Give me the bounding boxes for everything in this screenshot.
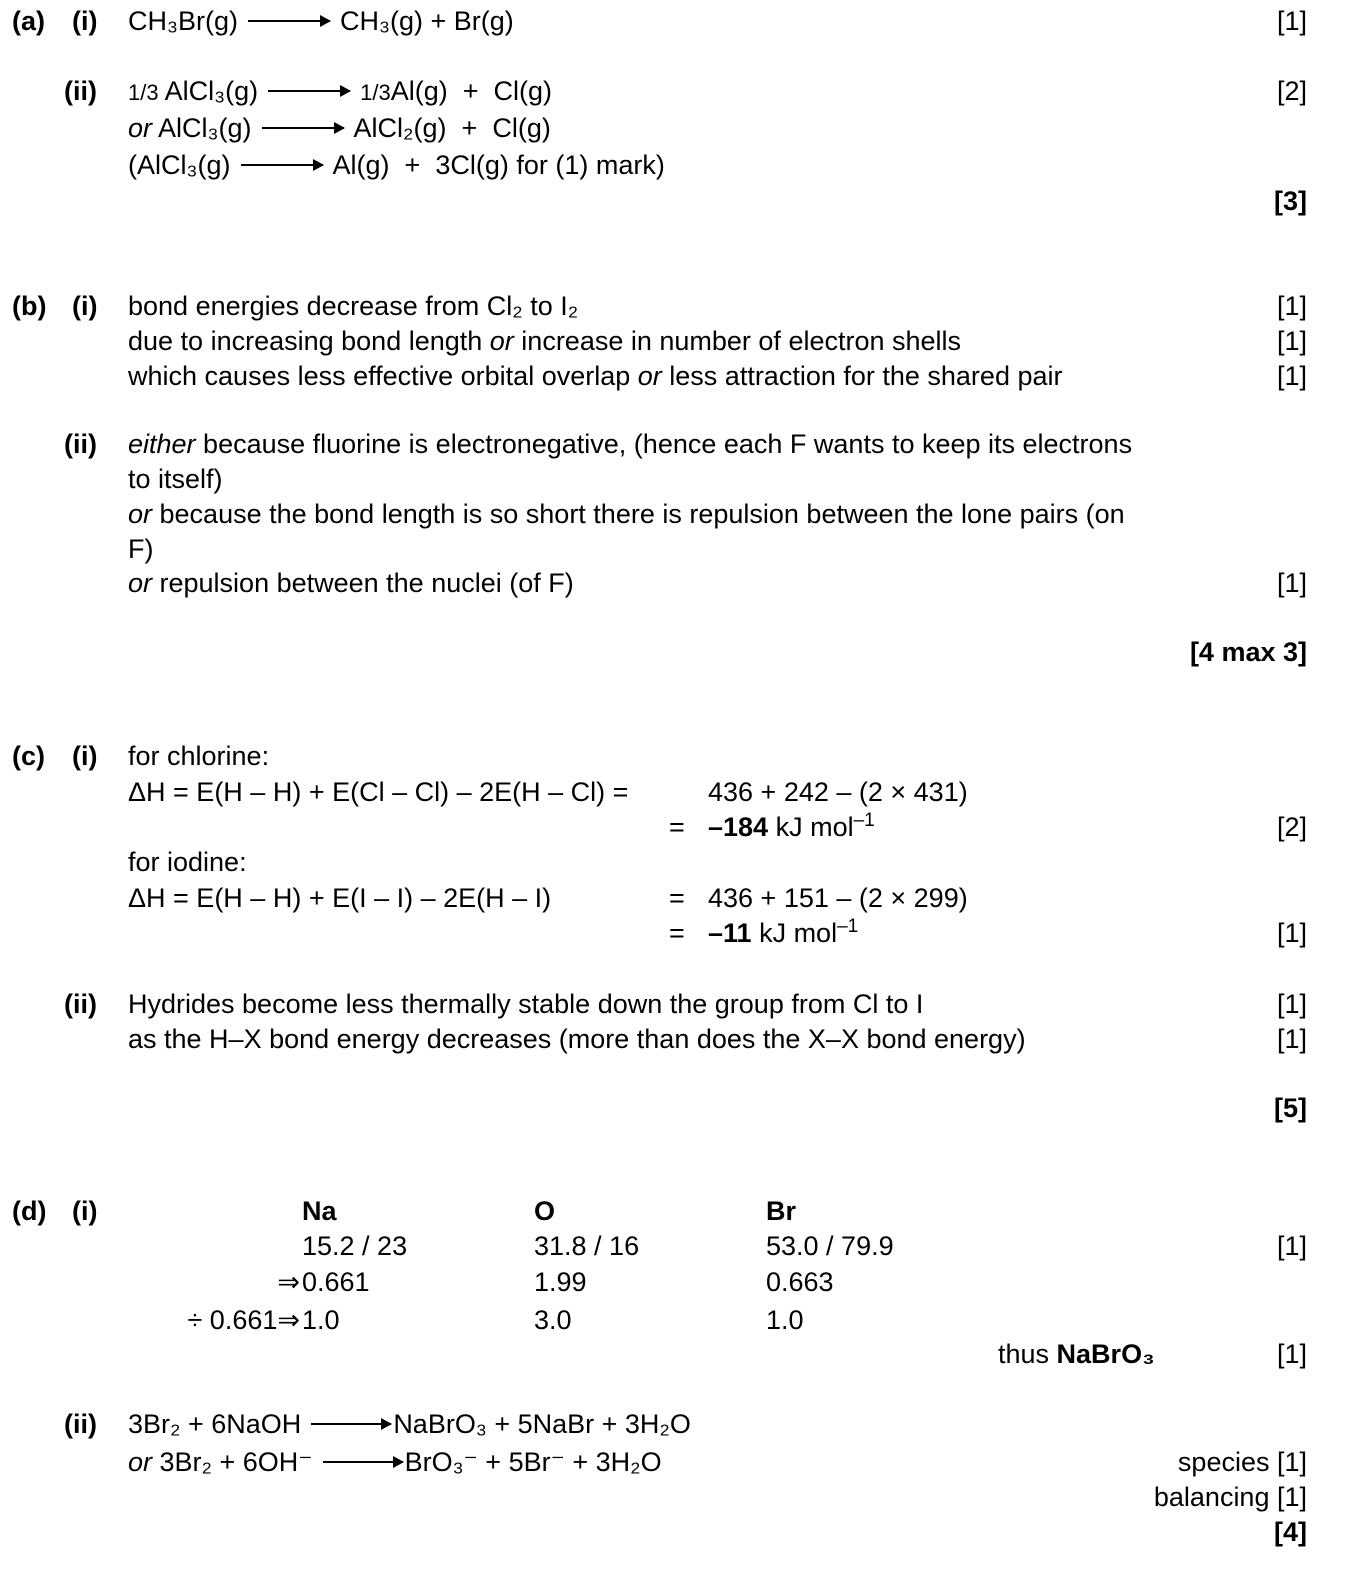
column-header-na: Na — [302, 1196, 337, 1226]
part-d-total: [4] — [1274, 1517, 1307, 1547]
iodine-result — [708, 916, 858, 951]
result-value: –11 — [708, 918, 752, 948]
part-d-ii-line1 — [128, 1407, 691, 1442]
equation-lhs: (AlCl₃(g) — [128, 150, 231, 180]
part-b-ii-line1 — [128, 427, 1132, 462]
equation-lhs: 3Br₂ + 6OH⁻ — [152, 1447, 313, 1477]
plus-sign: + — [461, 113, 478, 143]
equation-lhs: CH₃Br(g) — [128, 6, 238, 36]
table-cell: 3.0 — [534, 1305, 572, 1335]
unit: kJ mol — [768, 812, 854, 842]
or-word: or — [128, 1447, 153, 1477]
or-word: or — [637, 361, 662, 391]
equals-sign: = — [669, 918, 685, 948]
chlorine-heading: for chlorine: — [128, 741, 270, 771]
part-c-ii-line1: Hydrides become less thermally stable down the group from Cl to I — [128, 989, 924, 1019]
table-cell: 15.2 / 23 — [302, 1231, 408, 1261]
mark: [1] — [1276, 326, 1307, 356]
text: because fluorine is electronegative, (hence each F wants to keep its electrons — [195, 429, 1133, 459]
part-a-label: (a) — [12, 6, 45, 36]
table-cell: 0.661 — [302, 1267, 370, 1297]
table-cell: 0.663 — [766, 1267, 834, 1297]
column-header-o: O — [534, 1196, 556, 1226]
mark: [2] — [1276, 76, 1307, 106]
text: because the bond length is so short there is repulsion between the lone pairs (on — [152, 499, 1125, 529]
iodine-calculation: 436 + 151 – (2 × 299) — [708, 883, 968, 913]
part-b-label: (b) — [12, 291, 47, 321]
part-d-i-label: (i) — [72, 1196, 98, 1226]
unit-exponent: –1 — [837, 916, 859, 937]
species-mark: species [1] — [1177, 1447, 1307, 1477]
table-cell: 1.0 — [302, 1305, 340, 1335]
part-b-i-line2 — [128, 324, 961, 359]
part-a-ii-line1 — [128, 74, 552, 110]
mark: [1] — [1276, 989, 1307, 1019]
chlorine-equation: ΔH = E(H – H) + E(Cl – Cl) – 2E(H – Cl) = — [128, 777, 629, 807]
equation-rhs: Cl(g) — [493, 76, 553, 106]
mark: [1] — [1276, 291, 1307, 321]
part-b-i-line1: bond energies decrease from Cl₂ to I₂ — [128, 291, 579, 321]
reaction-arrow — [248, 20, 330, 22]
part-b-ii-line5 — [128, 566, 574, 601]
part-c-label: (c) — [12, 741, 45, 771]
reaction-arrow — [268, 90, 350, 92]
either-word: either — [128, 429, 196, 459]
fraction: 1/3 — [128, 80, 159, 105]
equation-rhs: AlCl₂(g) — [353, 113, 447, 143]
part-a-i-equation — [128, 4, 514, 39]
row-prefix: ÷ 0.661⇒ — [187, 1305, 300, 1335]
table-cell: 1.0 — [766, 1305, 804, 1335]
column-header-br: Br — [766, 1196, 797, 1226]
plus-sign: + — [462, 76, 479, 106]
part-b-i-line3 — [128, 359, 1062, 394]
or-word: or — [128, 499, 153, 529]
unit: kJ mol — [751, 918, 838, 948]
formula: NaBrO₃ — [1056, 1339, 1155, 1369]
text: due to increasing bond length — [128, 326, 490, 356]
part-a-ii-line2 — [128, 111, 551, 146]
part-a-ii-label: (ii) — [64, 76, 97, 106]
mark: [1] — [1276, 1024, 1307, 1054]
mark: [2] — [1276, 812, 1307, 842]
mark: [1] — [1276, 361, 1307, 391]
part-c-ii-label: (ii) — [64, 989, 97, 1019]
part-b-ii-line3 — [128, 497, 1125, 532]
equation-rhs: 3Cl(g) for (1) mark) — [435, 150, 665, 180]
or-word: or — [128, 113, 153, 143]
row-prefix: ⇒ — [277, 1267, 300, 1297]
part-b-total: [4 max 3] — [1189, 637, 1307, 667]
part-a-ii-line3 — [128, 148, 665, 183]
fraction: 1/3 — [360, 80, 391, 105]
mark: [1] — [1276, 1339, 1307, 1369]
chlorine-result — [708, 810, 875, 845]
text: less attraction for the shared pair — [661, 361, 1063, 391]
part-c-ii-line2: as the H–X bond energy decreases (more than does the X–X bond energy) — [128, 1024, 1026, 1054]
equation-lhs: AlCl₃(g) — [164, 76, 259, 106]
mark: [1] — [1276, 6, 1307, 36]
part-a-total: [3] — [1274, 186, 1307, 216]
equals-sign: = — [669, 812, 685, 842]
part-d-ii-label: (ii) — [64, 1409, 97, 1439]
plus-sign: + — [404, 150, 421, 180]
part-a-i-label: (i) — [72, 6, 98, 36]
part-b-ii-label: (ii) — [64, 429, 97, 459]
equation-rhs: Cl(g) — [492, 113, 551, 143]
or-word: or — [489, 326, 514, 356]
mark: [1] — [1276, 918, 1307, 948]
reaction-arrow — [311, 1423, 391, 1425]
text: repulsion between the nuclei (of F) — [152, 568, 574, 598]
table-cell: 53.0 / 79.9 — [766, 1231, 894, 1261]
text: which causes less effective orbital overlap — [128, 361, 638, 391]
iodine-equation: ΔH = E(H – H) + E(I – I) – 2E(H – I) — [128, 883, 552, 913]
result-value: –184 — [708, 812, 769, 842]
part-c-i-label: (i) — [72, 741, 98, 771]
or-word: or — [128, 568, 153, 598]
text: thus — [998, 1339, 1057, 1369]
table-cell: 1.99 — [534, 1267, 587, 1297]
equals-sign: = — [669, 883, 685, 913]
equation-rhs: BrO₃⁻ + 5Br⁻ + 3H₂O — [404, 1447, 662, 1477]
iodine-heading: for iodine: — [128, 847, 247, 877]
part-b-i-label: (i) — [72, 291, 98, 321]
chlorine-calculation: 436 + 242 – (2 × 431) — [708, 777, 968, 807]
equation-rhs: Al(g) — [332, 150, 390, 180]
equation-lhs: AlCl₃(g) — [158, 113, 252, 143]
equation-rhs: Al(g) — [390, 76, 448, 106]
equation-lhs: 3Br₂ + 6NaOH — [128, 1409, 302, 1439]
part-c-total: [5] — [1274, 1093, 1307, 1123]
reaction-arrow — [323, 1461, 403, 1463]
unit-exponent: –1 — [853, 810, 875, 831]
part-d-ii-line2 — [128, 1445, 662, 1480]
mark: [1] — [1276, 1231, 1307, 1261]
text: increase in number of electron shells — [513, 326, 962, 356]
equation-rhs: CH₃(g) + Br(g) — [340, 6, 514, 36]
part-d-label: (d) — [12, 1196, 47, 1226]
part-b-ii-line2: to itself) — [128, 464, 223, 494]
reaction-arrow — [241, 164, 323, 166]
empirical-formula — [998, 1337, 1155, 1372]
equation-rhs: NaBrO₃ + 5NaBr + 3H₂O — [393, 1409, 691, 1439]
balancing-mark: balancing [1] — [1153, 1482, 1307, 1512]
part-b-ii-line4: F) — [128, 534, 154, 564]
reaction-arrow — [262, 127, 344, 129]
table-cell: 31.8 / 16 — [534, 1231, 640, 1261]
mark: [1] — [1276, 568, 1307, 598]
